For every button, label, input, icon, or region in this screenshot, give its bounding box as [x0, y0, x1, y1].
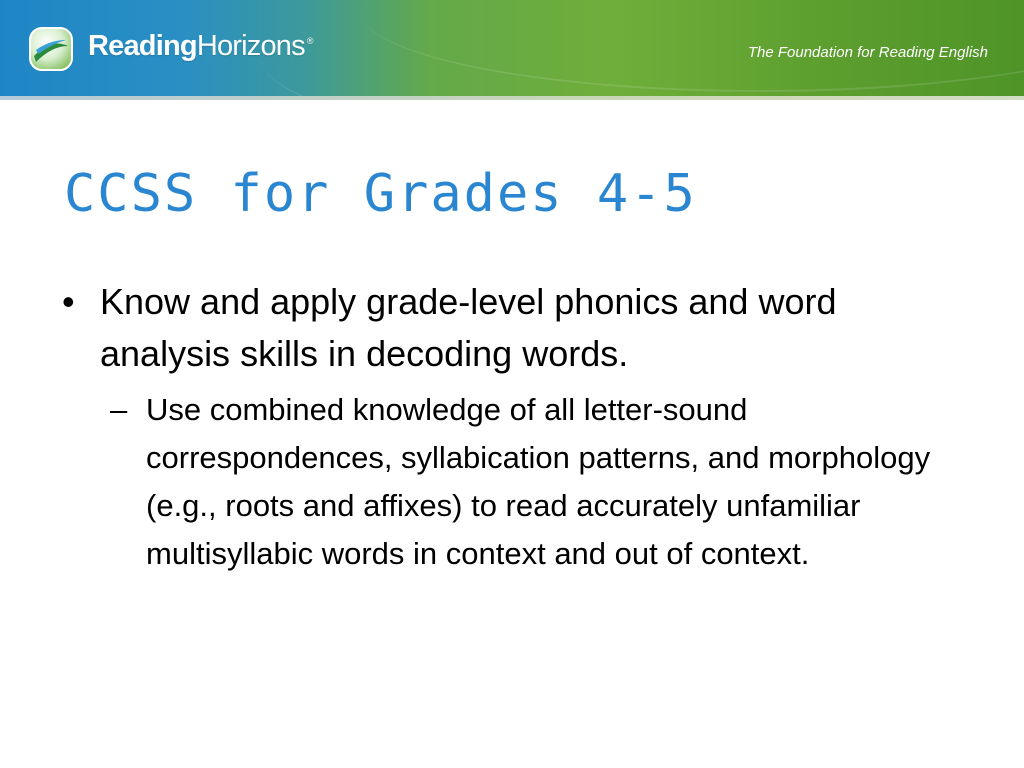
reading-horizons-logo-icon: [28, 26, 74, 72]
reading-horizons-wordmark: [88, 30, 313, 63]
bullet-text: Know and apply grade-level phonics and word analysis skills in decoding words.: [100, 281, 837, 374]
logo-word-bold: Reading: [88, 30, 197, 62]
header-banner: [0, 0, 1024, 96]
tagline: The Foundation for Reading English: [747, 44, 988, 61]
slide-title: CCSS for Grades 4-5: [64, 164, 697, 224]
slide-body: [60, 276, 960, 578]
bullet-item: [60, 276, 960, 380]
logo-word-light: Horizons: [196, 30, 305, 62]
sub-bullet-marker: –: [110, 392, 128, 427]
sub-bullet-item: [110, 386, 966, 578]
bullet-marker: •: [62, 281, 75, 322]
sub-bullet-text: Use combined knowledge of all letter-sound correspondences, syllabication patterns, and morphology (e.g., roots and affixes) to read accurately unfamiliar multisyllabic words in context and out of context.: [146, 392, 931, 571]
registered-mark: ®: [306, 36, 313, 47]
header-divider: [0, 96, 1024, 100]
